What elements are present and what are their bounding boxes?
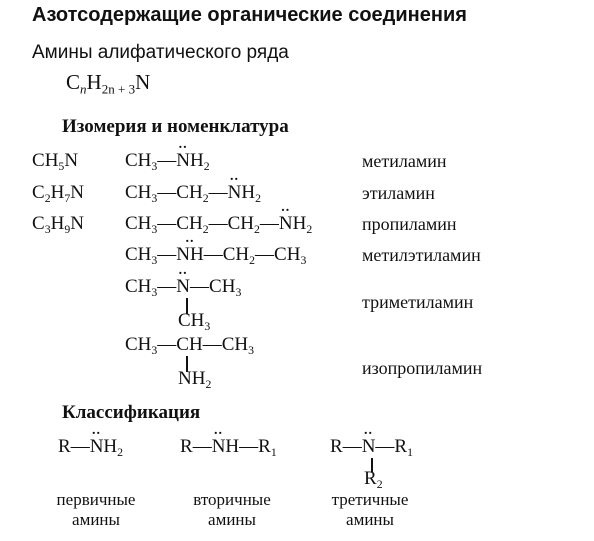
class-secondary-formula: R—.. $NH—R_1$ [180, 436, 277, 458]
isopropyl-branch: $NH_2$ [178, 368, 212, 392]
tertiary-branch: $R_2$ [364, 468, 383, 492]
page-subtitle: Амины алифатического ряда [32, 42, 289, 63]
label-tertiary: третичные амины [331, 490, 409, 529]
isomerism-heading: Изомерия и номенклатура [62, 116, 289, 137]
structure-trimethylamine: $CH_3—$.. $N—CH_3$ [125, 276, 241, 298]
name-propylamine: пропиламин [362, 214, 457, 234]
label-secondary: вторичные амины [193, 490, 271, 529]
class-primary-formula: R—.. $NH_2$ [58, 436, 123, 458]
page-title: Азотсодержащие органические соединения [32, 4, 467, 26]
classification-heading: Классификация [62, 402, 201, 423]
class-tertiary-formula: R—.. $N—R_1$ [330, 436, 413, 458]
structure-ethylamine: $CH_3—CH_2—$.. $NH_2$ [125, 182, 261, 204]
name-isopropylamine: изопропиламин [362, 358, 483, 378]
molecular-formula: $CH_5N$ [32, 150, 79, 174]
name-ethylamine: этиламин [362, 183, 435, 203]
name-methylamine: метиламин [362, 151, 447, 171]
trimethyl-branch: $CH_3$ [178, 310, 211, 334]
structure-methylethylamine: $CH_3—$.. $NH—CH_2—CH_3$ [125, 244, 306, 266]
molecular-formula: $C_2H_7N$ [32, 182, 84, 206]
structure-isopropylamine: $CH_3—CH—CH_3$ [125, 334, 254, 358]
molecular-formula: $C_3H_9N$ [32, 213, 84, 237]
structure-methylamine: $CH_3—$.. $NH_2$ [125, 150, 210, 172]
general-formula: $C_nH_{2n + 3}N$ [66, 70, 151, 97]
name-trimethylamine: триметиламин [362, 292, 474, 312]
label-primary: первичные амины [56, 490, 136, 529]
name-methylethylamine: метилэтиламин [362, 245, 481, 265]
structure-propylamine: $CH_3—CH_2—CH_2—$.. $NH_2$ [125, 213, 312, 235]
